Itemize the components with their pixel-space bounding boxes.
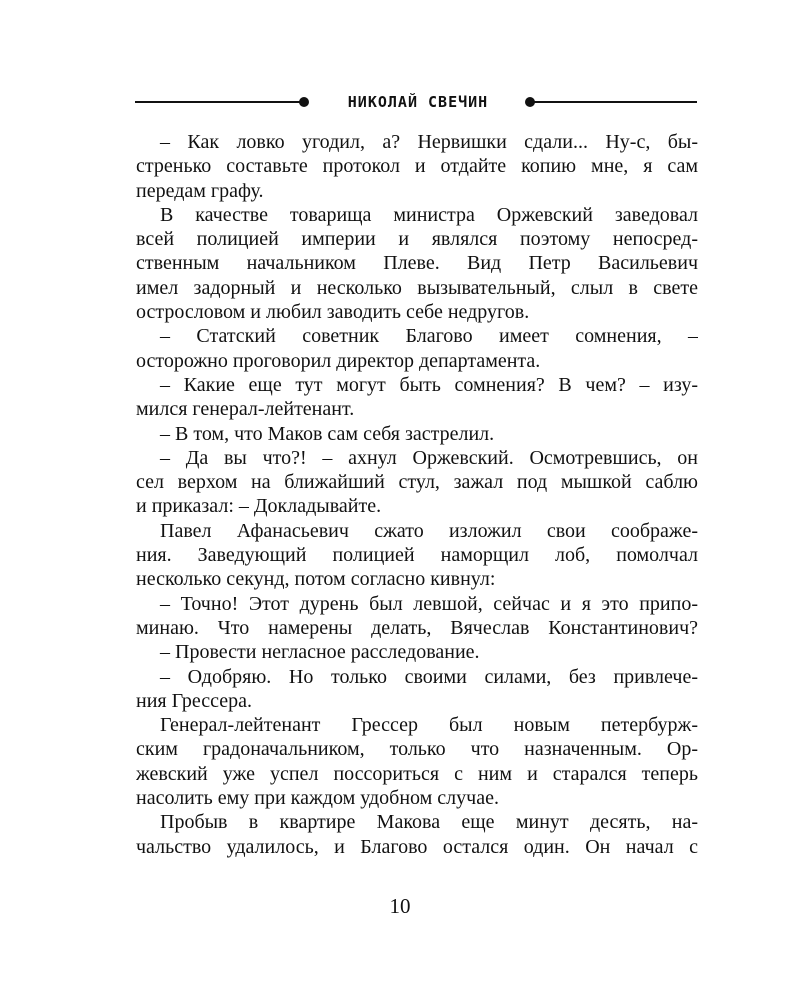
text-line: ским градоначальником, только что назначенным. Ор- (136, 738, 698, 761)
text-line: острословом и любил заводить себе недругов. (136, 301, 530, 324)
text-line: – Статский советник Благово имеет сомнения, – (160, 325, 698, 348)
text-line: несколько секунд, потом согласно кивнул: (136, 568, 496, 591)
text-line: – Какие еще тут могут быть сомнения? В чем? – изу- (160, 373, 698, 396)
header-rule-left (135, 101, 305, 103)
text-line: ния Грессера. (136, 689, 253, 712)
header-rule-right (529, 101, 697, 103)
header-dot-left (299, 97, 309, 107)
text-line: чальство удалилось, и Благово остался один. Он начал с (136, 835, 698, 858)
text-line: имел задорный и несколько вызывательный, слыл в свете (136, 276, 698, 299)
text-line: – Как ловко угодил, а? Нервишки сдали... Ну-с, бы- (160, 131, 698, 153)
text-line: – Да вы что?! – ахнул Оржевский. Осмотревшись, он (160, 446, 698, 469)
text-line: всей полицией империи и являлся поэтому непосред- (136, 228, 698, 251)
page-number: 10 (389, 894, 411, 918)
text-line: ния. Заведующий полицией наморщил лоб, помолчал (136, 544, 698, 567)
text-line: – Одобряю. Но только своими силами, без привлече- (160, 665, 698, 688)
text-line: Павел Афанасьевич сжато изложил свои соображе- (160, 519, 698, 542)
text-line: – Провести негласное расследование. (160, 641, 480, 664)
running-head (135, 92, 697, 112)
text-line: минаю. Что намерены делать, Вячеслав Константинович? (136, 616, 698, 639)
text-line: В качестве товарища министра Оржевский заведовал (160, 203, 698, 226)
text-line: – В том, что Маков сам себя застрелил. (160, 422, 495, 445)
text-line: – Точно! Этот дурень был левшой, сейчас и я это припо- (160, 592, 698, 615)
text-line: Генерал-лейтенант Грессер был новым петербурж- (160, 714, 698, 737)
text-line: и приказал: – Докладывайте. (136, 495, 382, 518)
text-line: ственным начальником Плеве. Вид Петр Васильевич (136, 252, 698, 275)
author-name: НИКОЛАЙ СВЕЧИН (347, 93, 489, 111)
text-body (136, 130, 698, 859)
text-line: передам графу. (136, 179, 264, 202)
text-line: насолить ему при каждом удобном случае. (136, 787, 499, 810)
text-line: стренько составьте протокол и отдайте копию мне, я сам (136, 155, 698, 178)
text-line: сел верхом на ближайший стул, зажал под мышкой саблю (136, 471, 698, 494)
text-line: мился генерал-лейтенант. (136, 398, 355, 421)
text-line: Пробыв в квартире Макова еще минут десять, на- (160, 811, 698, 834)
text-line: жевский уже успел поссориться с ним и старался теперь (136, 762, 698, 785)
text-line: осторожно проговорил директор департамента. (136, 349, 541, 372)
